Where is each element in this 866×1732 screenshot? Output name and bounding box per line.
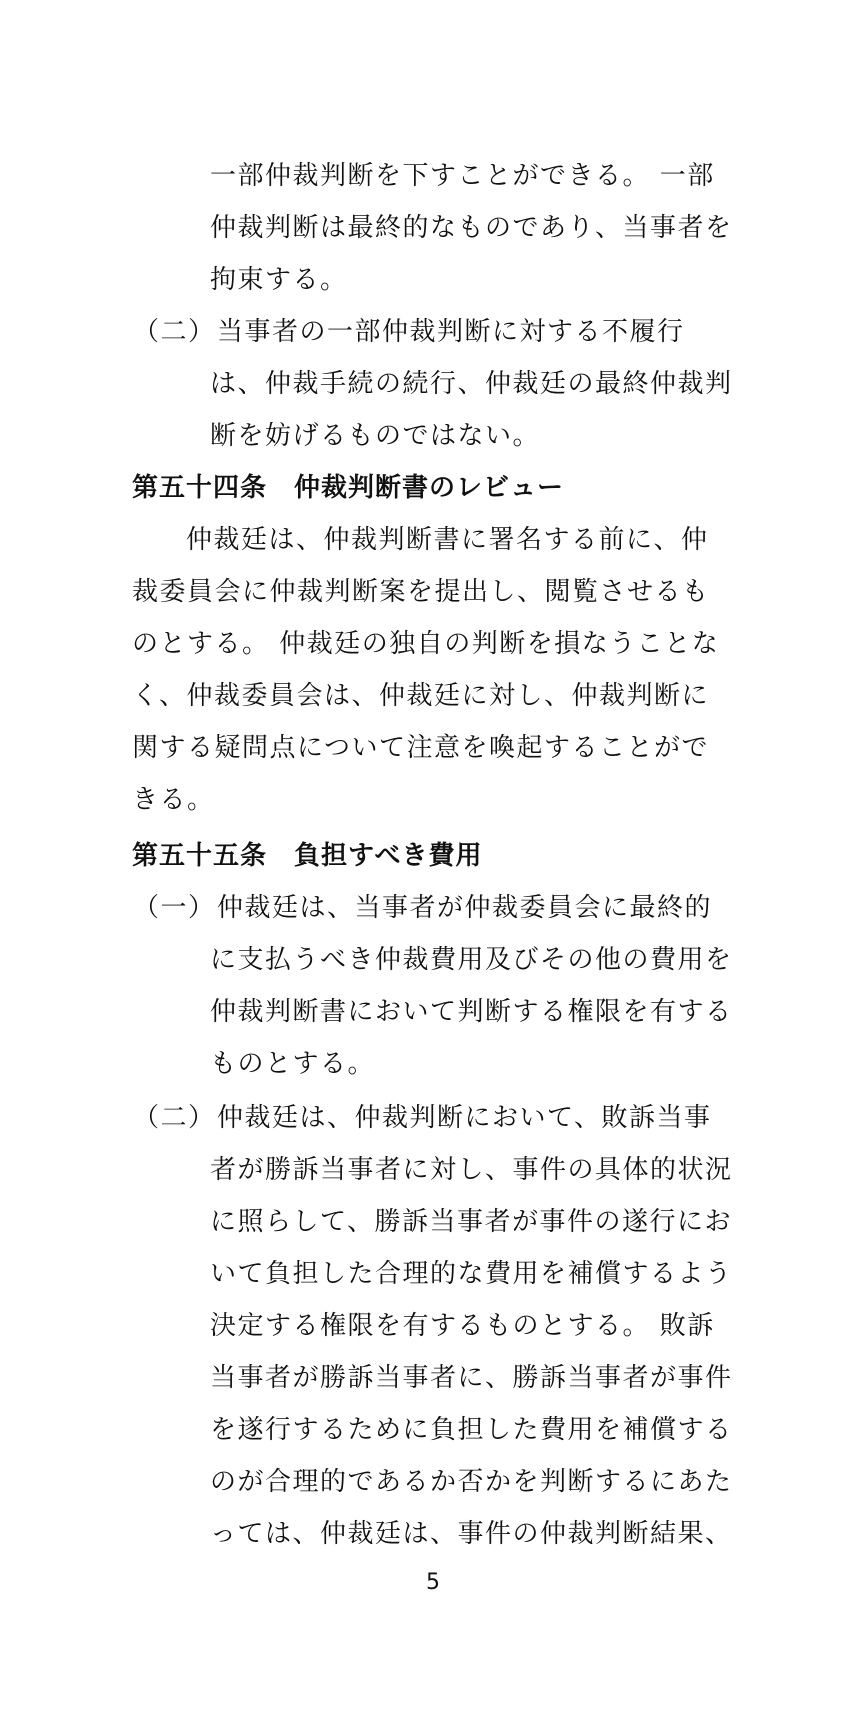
article-54-heading: 第五十四条 仲裁判断書のレビュー	[132, 473, 565, 503]
art55-p2-marker: （二）	[133, 1103, 216, 1133]
art55-p1-line-2: に支払うべき仲裁費用及びその他の費用を	[210, 945, 733, 975]
art54-line-3: のとする。 仲裁廷の独自の判断を損なうことな	[132, 629, 720, 659]
art55-p2-line-7: を遂行するために負担した費用を補償する	[210, 1415, 733, 1445]
art55-p2-line-3: に照らして、勝訴当事者が事件の遂行にお	[210, 1207, 732, 1237]
art54-line-1: 仲裁廷は、仲裁判断書に署名する前に、仲	[186, 525, 709, 555]
art55-p2-line-4: いて負担した合理的な費用を補償するよう	[210, 1259, 733, 1289]
art54-line-4: く、仲裁委員会は、仲裁廷に対し、仲裁判断に	[132, 681, 709, 711]
art55-p2-line-6: 当事者が勝訴当事者に、勝訴当事者が事件	[210, 1363, 733, 1393]
art55-p2-line-2: 者が勝訴当事者に対し、事件の具体的状況	[210, 1155, 733, 1185]
art55-p1-marker: （一）	[133, 893, 216, 923]
art53-p1-line-1: 一部仲裁判断を下すことができる。 一部	[210, 161, 715, 191]
art54-line-5: 関する疑問点について注意を喚起することがで	[132, 733, 709, 763]
art53-p2-marker: （二）	[133, 317, 216, 347]
art53-p1-line-3: 拘束する。	[210, 265, 348, 295]
page-number: 5	[426, 1570, 440, 1595]
art55-p2-line-1: 仲裁廷は、仲裁判断において、敗訴当事	[217, 1103, 712, 1133]
art55-p2-line-8: のが合理的であるか否かを判断するにあた	[210, 1467, 733, 1497]
art55-p2-line-9: っては、仲裁廷は、事件の仲裁判断結果、	[210, 1519, 733, 1549]
art53-p2-line-1: 当事者の一部仲裁判断に対する不履行	[217, 317, 685, 347]
art54-line-6: きる。	[132, 785, 215, 815]
art55-p1-line-1: 仲裁廷は、当事者が仲裁委員会に最終的	[217, 893, 713, 923]
art55-p1-line-4: ものとする。	[210, 1049, 376, 1079]
art53-p1-line-2: 仲裁判断は最終的なものであり、当事者を	[210, 213, 733, 243]
art55-p1-line-3: 仲裁判断書において判断する権限を有する	[210, 997, 733, 1027]
art53-p2-line-3: 断を妨げるものではない。	[210, 421, 541, 451]
art54-line-2: 裁委員会に仲裁判断案を提出し、閲覧させるも	[132, 577, 710, 607]
article-55-heading: 第五十五条 負担すべき費用	[132, 841, 483, 871]
art53-p2-line-2: は、仲裁手続の続行、仲裁廷の最終仲裁判	[210, 369, 733, 399]
art55-p2-line-5: 決定する権限を有するものとする。 敗訴	[210, 1311, 715, 1341]
